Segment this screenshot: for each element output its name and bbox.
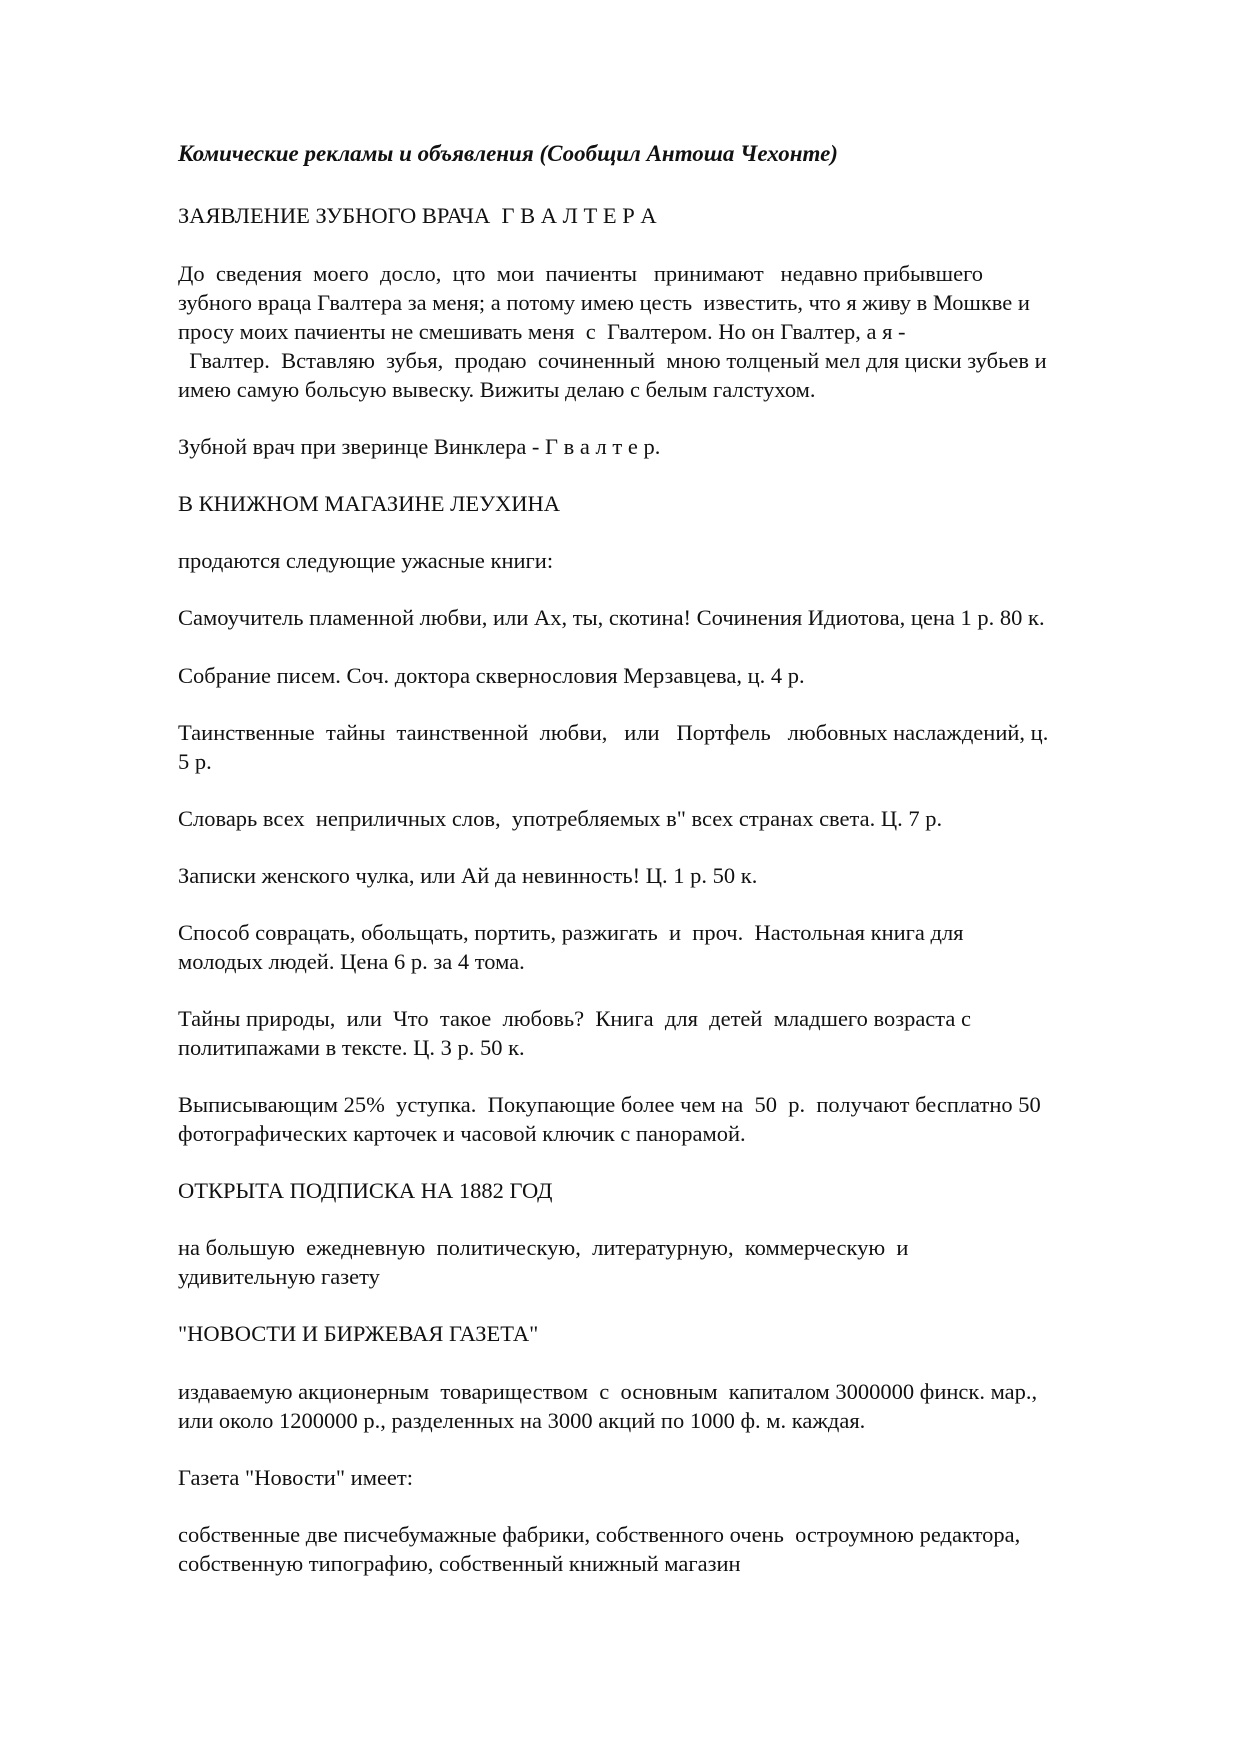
newspaper-title: "НОВОСТИ И БИРЖЕВАЯ ГАЗЕТА" — [178, 1321, 539, 1346]
book-item: Таинственные тайны таинственной любви, или Портфель любовных наслаждений, ц. — [178, 720, 1049, 745]
text-line: собственную типографию, собственный книжный магазин — [178, 1551, 741, 1576]
section-heading-bookstore: В КНИЖНОМ МАГАЗИНЕ ЛЕУХИНА — [178, 491, 560, 516]
book-item: Способ соврацать, обольщать, портить, разжигать и проч. Настольная книга для — [178, 920, 964, 945]
book-item-continued: молодых людей. Цена 6 р. за 4 тома. — [178, 949, 525, 974]
text-line: продаются следующие ужасные книги: — [178, 548, 554, 573]
section-heading-dentist: ЗАЯВЛЕНИЕ ЗУБНОГО ВРАЧА Г В А Л Т Е Р А — [178, 203, 657, 228]
text-line: собственные две писчебумажные фабрики, собственного очень остроумною редактора, — [178, 1522, 1021, 1547]
book-item: Записки женского чулка, или Ай да невинность! Ц. 1 р. 50 к. — [178, 863, 758, 888]
text-line: До сведения моего досло, цто мои пачиенты принимают недавно прибывшего — [178, 261, 984, 286]
text-line: или около 1200000 р., разделенных на 3000 акций по 1000 ф. м. каждая. — [178, 1408, 866, 1433]
book-item: Собрание писем. Соч. доктора сквернословия Мерзавцева, ц. 4 р. — [178, 663, 805, 688]
text-line: фотографических карточек и часовой ключик с панорамой. — [178, 1121, 746, 1146]
text-line: Гвалтер. Вставляю зубья, продаю сочиненный мною толценый мел для циски зубьев и — [178, 348, 1047, 373]
book-item: Тайны природы, или Что такое любовь? Книга для детей младшего возраста с — [178, 1006, 972, 1031]
text-line: имею самую больсую вывеску. Вижиты делаю с белым галстухом. — [178, 377, 816, 402]
section-heading-subscription: ОТКРЫТА ПОДПИСКА НА 1882 ГОД — [178, 1178, 553, 1203]
text-line: Газета "Новости" имеет: — [178, 1465, 413, 1490]
signature-line: Зубной врач при зверинце Винклера - Г в а л т е р. — [178, 434, 661, 459]
text-line: удивительную газету — [178, 1264, 380, 1289]
text-line: издаваемую акционерным товариществом с основным капиталом 3000000 финск. мар., — [178, 1379, 1038, 1404]
text-line: просу моих пачиенты не смешивать меня с Гвалтером. Но он Гвалтер, а я - — [178, 319, 906, 344]
book-item-continued: политипажами в тексте. Ц. 3 р. 50 к. — [178, 1035, 525, 1060]
book-item: Самоучитель пламенной любви, или Ах, ты, скотина! Сочинения Идиотова, цена 1 р. 80 к. — [178, 605, 1045, 630]
text-line: Выписывающим 25% уступка. Покупающие более чем на 50 р. получают бесплатно 50 — [178, 1092, 1041, 1117]
document-title: Комические рекламы и объявления (Сообщил Антоша Чехонте) — [178, 141, 838, 166]
book-item: Словарь всех неприличных слов, употребляемых в" всех странах света. Ц. 7 р. — [178, 806, 943, 831]
text-line: на большую ежедневную политическую, литературную, коммерческую и — [178, 1235, 909, 1260]
book-item-continued: 5 р. — [178, 749, 212, 774]
text-line: зубного враца Гвалтера за меня; а потому имею цесть известить, что я живу в Мошкве и — [178, 290, 1030, 315]
